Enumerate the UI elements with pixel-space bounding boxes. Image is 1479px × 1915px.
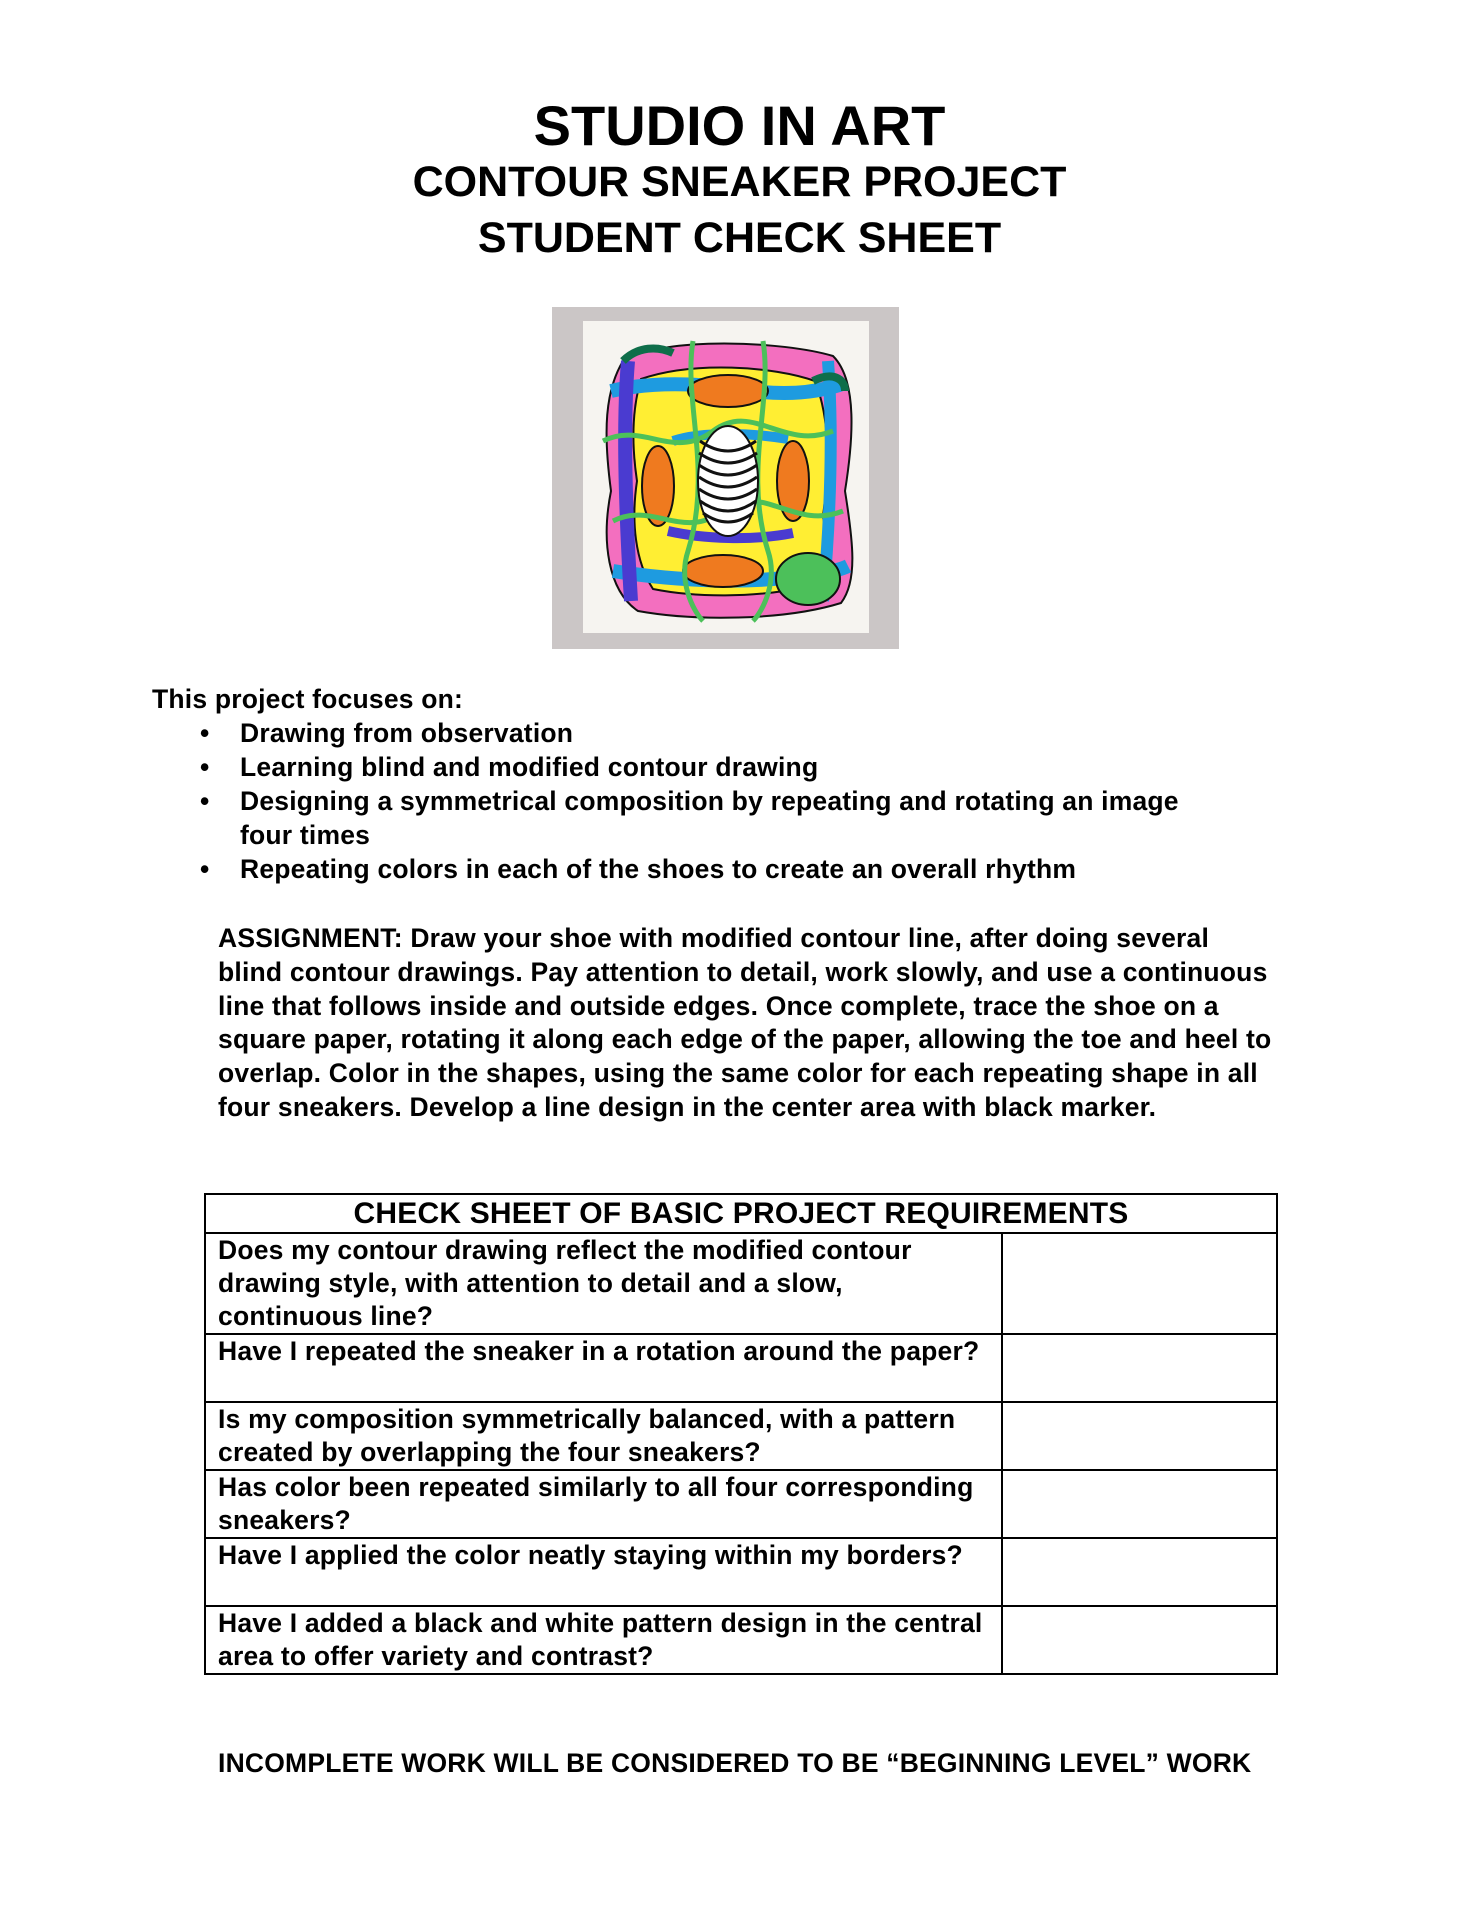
table-row xyxy=(205,1233,1277,1334)
check-box-cell[interactable] xyxy=(1002,1334,1277,1402)
table-row xyxy=(205,1538,1277,1606)
example-artwork-photo xyxy=(552,307,899,649)
table-row xyxy=(205,1606,1277,1674)
requirement-question: Have I repeated the sneaker in a rotation around the paper? xyxy=(205,1334,1002,1402)
incomplete-work-note: INCOMPLETE WORK WILL BE CONSIDERED TO BE “BEGINNING LEVEL” WORK xyxy=(218,1748,1252,1778)
table-row xyxy=(205,1334,1277,1402)
page-title: STUDIO IN ART xyxy=(533,94,946,157)
list-item: • Repeating colors in each of the shoes to create an overall rhythm xyxy=(200,854,1077,884)
requirement-question: Have I added a black and white pattern design in the central area to offer variety and contrast? xyxy=(205,1606,1002,1674)
project-title: CONTOUR SNEAKER PROJECT xyxy=(412,158,1067,206)
sheet-title: STUDENT CHECK SHEET xyxy=(477,214,1002,262)
list-item: • Drawing from observation xyxy=(200,718,574,748)
table-row xyxy=(205,1402,1277,1470)
requirements-checklist-table xyxy=(204,1193,1278,1675)
list-item: • Designing a symmetrical composition by repeating and rotating an image four times xyxy=(200,786,1179,850)
check-box-cell[interactable] xyxy=(1002,1402,1277,1470)
bullet-icon: • xyxy=(200,786,210,816)
bullet-icon: • xyxy=(200,718,210,748)
check-box-cell[interactable] xyxy=(1002,1538,1277,1606)
bullet-icon: • xyxy=(200,854,210,884)
sneaker-artwork-illustration xyxy=(583,321,869,633)
bullet-icon: • xyxy=(200,752,210,782)
table-header-row xyxy=(205,1194,1277,1233)
requirement-question: Is my composition symmetrically balanced, with a pattern created by overlapping the four sneakers? xyxy=(205,1402,1002,1470)
requirement-question: Does my contour drawing reflect the modified contour drawing style, with attention to detail and a slow, continuous line? xyxy=(205,1233,1002,1334)
checklist-header: CHECK SHEET OF BASIC PROJECT REQUIREMENTS xyxy=(205,1194,1277,1233)
check-box-cell[interactable] xyxy=(1002,1233,1277,1334)
focus-intro: This project focuses on: xyxy=(152,684,464,714)
table-row xyxy=(205,1470,1277,1538)
check-box-cell[interactable] xyxy=(1002,1606,1277,1674)
check-box-cell[interactable] xyxy=(1002,1470,1277,1538)
artwork-paper xyxy=(583,321,869,633)
focus-list xyxy=(190,716,1210,886)
list-item: • Learning blind and modified contour drawing xyxy=(200,752,819,782)
requirement-question: Has color been repeated similarly to all four corresponding sneakers? xyxy=(205,1470,1002,1538)
assignment-paragraph: ASSIGNMENT: Draw your shoe with modified contour line, after doing several blind contour drawings. Pay attention to detail, work slowly, and use a continuous line that follows inside and outside edges. Once complete, trace the shoe on a square paper, rotating it along each edge of the paper, allowing the toe and heel to overlap. Color in the shapes, using the same color for each repeating shape in all four sneakers. Develop a line design in the center area with black marker. xyxy=(218,923,1272,1122)
requirement-question: Have I applied the color neatly staying within my borders? xyxy=(205,1538,1002,1606)
